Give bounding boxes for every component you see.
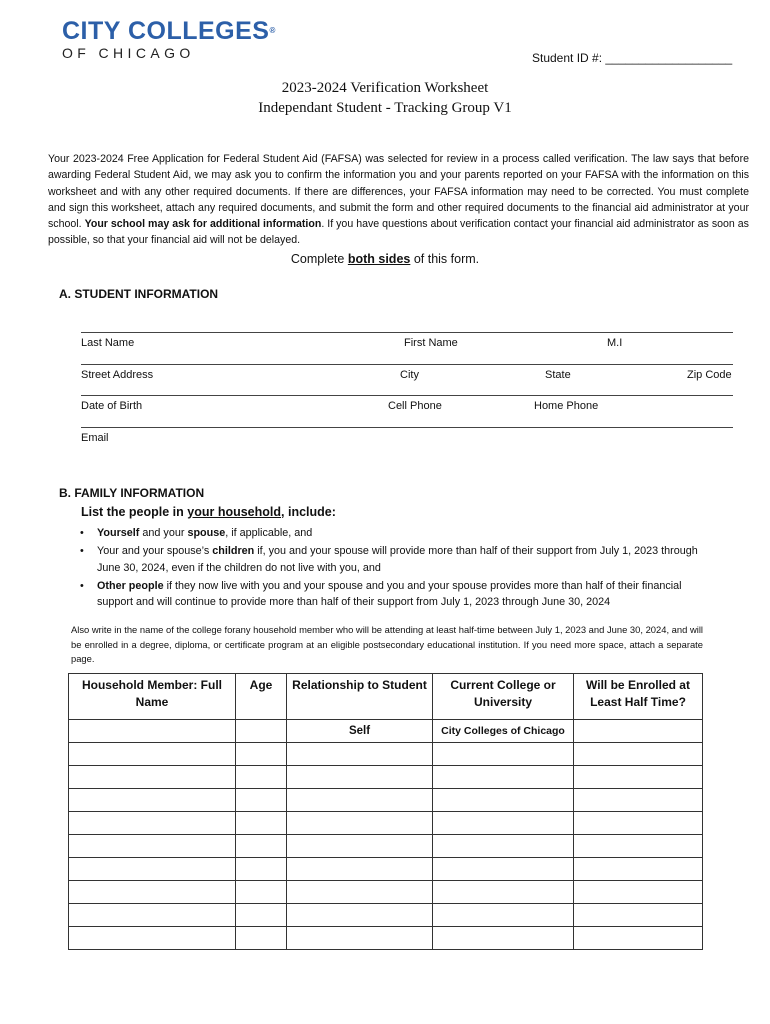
- table-cell-name[interactable]: [69, 858, 236, 881]
- table-cell-age[interactable]: [236, 789, 287, 812]
- table-cell-name[interactable]: [69, 789, 236, 812]
- worksheet-title: 2023-2024 Verification Worksheet: [281, 80, 489, 96]
- email-label: Email: [81, 432, 109, 444]
- col-header-full-name: Household Member: Full Name: [69, 674, 236, 720]
- table-cell-name[interactable]: [69, 927, 236, 950]
- cell-phone-label: Cell Phone: [388, 400, 442, 412]
- col-header-enrolled: Will be Enrolled at Least Half Time?: [574, 674, 703, 720]
- table-cell-college[interactable]: [433, 927, 574, 950]
- table-cell-enrolled[interactable]: [574, 766, 703, 789]
- table-row: [69, 789, 703, 812]
- table-header-row: [69, 674, 703, 720]
- table-cell-enrolled[interactable]: [574, 720, 703, 743]
- home-phone-label: Home Phone: [534, 400, 599, 412]
- student-id-field[interactable]: Student ID #: ___________________: [532, 51, 733, 65]
- city-label: City: [400, 369, 419, 381]
- table-row: [69, 766, 703, 789]
- table-cell-college[interactable]: City Colleges of Chicago: [433, 720, 574, 743]
- table-cell-age[interactable]: [236, 858, 287, 881]
- table-row: [69, 904, 703, 927]
- table-cell-relationship[interactable]: [287, 766, 433, 789]
- intro-paragraph: Your 2023-2024 Free Application for Federal Student Aid (FAFSA) was selected for review in a process called verification. The law says that before awarding Federal Student Aid, we may ask you to confirm the information you and your parents reported on your FAFSA with the information on this worksheet and with any other required documents. If there are differences, your FAFSA information may need to be corrected. You must complete and sign this worksheet, attach any required documents, and submit the form and other required documents to the financial aid administrator at your school. Your school may ask for additional information. If you have questions about verification contact your financial aid administrator as soon as possible, so that your financial aid will not be delayed.: [48, 153, 749, 247]
- table-cell-enrolled[interactable]: [574, 881, 703, 904]
- intro-bold-text: Your school may ask for additional information: [84, 218, 322, 231]
- bullet-icon: •: [80, 545, 84, 558]
- table-cell-name[interactable]: [69, 904, 236, 927]
- address-input-line[interactable]: [81, 364, 733, 365]
- also-write-paragraph: Also write in the name of the college forany household member who will be attending at least half-time between July 1, 2023 and June 30, 2024, and will be enrolled in a degree, diploma, or certificate program at an eligible postsecondary educational institution. If you need more space, attach a separate page.: [71, 624, 703, 664]
- table-cell-name[interactable]: [69, 743, 236, 766]
- table-cell-name[interactable]: [69, 835, 236, 858]
- worksheet-subtitle: Independant Student - Tracking Group V1: [258, 100, 512, 116]
- list-item: • Yourself and your spouse, if applicable, and: [80, 525, 700, 541]
- table-cell-relationship[interactable]: [287, 858, 433, 881]
- table-cell-relationship[interactable]: [287, 927, 433, 950]
- table-cell-age[interactable]: [236, 720, 287, 743]
- city-colleges-logo: [62, 18, 276, 61]
- table-cell-relationship[interactable]: [287, 789, 433, 812]
- household-list-heading: List the people in your household, include:: [81, 505, 336, 519]
- table-cell-enrolled[interactable]: [574, 858, 703, 881]
- col-header-age: Age: [236, 674, 287, 720]
- date-of-birth-label: Date of Birth: [81, 400, 143, 412]
- last-name-label: Last Name: [81, 337, 135, 349]
- middle-initial-label: M.I: [607, 337, 623, 349]
- household-bullet-list: [80, 525, 700, 612]
- table-cell-college[interactable]: [433, 766, 574, 789]
- table-cell-relationship[interactable]: [287, 904, 433, 927]
- table-cell-college[interactable]: [433, 835, 574, 858]
- list-item: • Other people if they now live with you and your spouse and you and your spouse provides more than half of their financial support and will continue to provide more than half of their support from July 1, 2023 through June 30, 2024: [80, 579, 682, 609]
- table-cell-college[interactable]: [433, 904, 574, 927]
- table-cell-enrolled[interactable]: [574, 835, 703, 858]
- table-cell-relationship[interactable]: [287, 812, 433, 835]
- email-input-line[interactable]: [81, 427, 733, 428]
- table-cell-enrolled[interactable]: [574, 789, 703, 812]
- bullet-icon: •: [80, 579, 84, 592]
- table-cell-name[interactable]: [69, 766, 236, 789]
- table-row: [69, 858, 703, 881]
- zip-code-label: Zip Code: [687, 369, 732, 381]
- table-cell-relationship[interactable]: [287, 881, 433, 904]
- table-row: [69, 812, 703, 835]
- state-label: State: [545, 369, 571, 381]
- col-header-college: Current College or University: [433, 674, 574, 720]
- table-cell-age[interactable]: [236, 835, 287, 858]
- table-cell-age[interactable]: [236, 927, 287, 950]
- logo-registered-mark: ®: [269, 26, 276, 35]
- col-header-relationship: Relationship to Student: [287, 674, 433, 720]
- table-cell-age[interactable]: [236, 904, 287, 927]
- table-cell-college[interactable]: [433, 858, 574, 881]
- list-item: • Your and your spouse’s children if, you and your spouse will provide more than half of their support from July 1, 2023 through June 30, 2024, even if the children do not live with you, and: [80, 545, 698, 574]
- table-cell-enrolled[interactable]: [574, 927, 703, 950]
- table-cell-enrolled[interactable]: [574, 743, 703, 766]
- table-cell-relationship[interactable]: [287, 835, 433, 858]
- bullet-icon: •: [80, 527, 84, 539]
- table-cell-college[interactable]: [433, 743, 574, 766]
- table-row: [69, 835, 703, 858]
- table-cell-name[interactable]: [69, 720, 236, 743]
- table-cell-age[interactable]: [236, 881, 287, 904]
- table-row: [69, 927, 703, 950]
- section-a-heading: A. STUDENT INFORMATION: [59, 287, 219, 301]
- table-cell-enrolled[interactable]: [574, 904, 703, 927]
- table-cell-college[interactable]: [433, 789, 574, 812]
- household-members-table: [68, 673, 703, 950]
- table-cell-age[interactable]: [236, 812, 287, 835]
- table-cell-name[interactable]: [69, 881, 236, 904]
- section-b-heading: B. FAMILY INFORMATION: [59, 486, 205, 500]
- table-cell-college[interactable]: [433, 881, 574, 904]
- your-household-emphasis: your household,: [187, 505, 285, 519]
- table-cell-name[interactable]: [69, 812, 236, 835]
- table-cell-enrolled[interactable]: [574, 812, 703, 835]
- logo-subtitle: OF CHICAGO: [62, 45, 195, 61]
- first-name-label: First Name: [404, 337, 458, 349]
- logo-main-text: CITY COLLEGES: [62, 17, 270, 45]
- complete-both-sides-note: Complete both sides of this form.: [290, 252, 480, 266]
- table-cell-college[interactable]: [433, 812, 574, 835]
- table-cell-relationship[interactable]: Self: [287, 720, 433, 743]
- both-sides-emphasis: both sides: [347, 252, 411, 266]
- table-cell-age[interactable]: [236, 743, 287, 766]
- table-row: [69, 743, 703, 766]
- name-input-line[interactable]: [81, 332, 733, 333]
- table-cell-age[interactable]: [236, 766, 287, 789]
- contact-input-line[interactable]: [81, 395, 733, 396]
- street-address-label: Street Address: [81, 369, 154, 381]
- table-row: [69, 720, 703, 743]
- table-cell-relationship[interactable]: [287, 743, 433, 766]
- table-row: [69, 881, 703, 904]
